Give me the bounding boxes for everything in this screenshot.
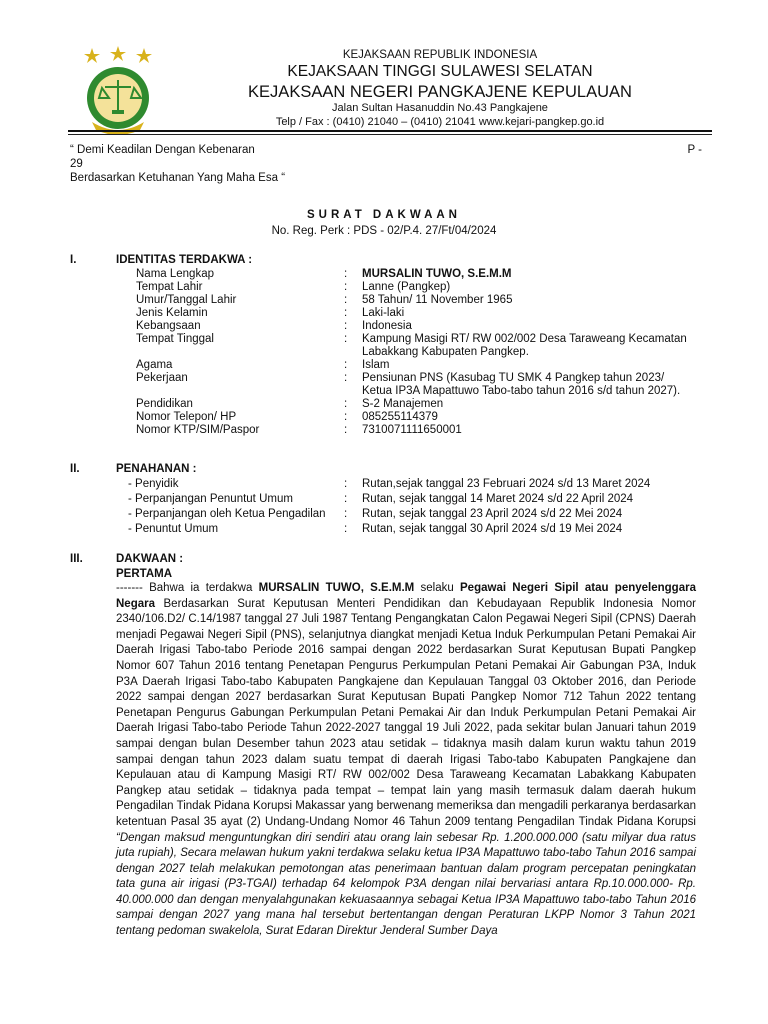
field-separator: : bbox=[344, 493, 348, 505]
field-value: Pensiunan PNS (Kasubag TU SMK 4 Pangkep tahun 2023/ bbox=[362, 372, 665, 384]
field-label: Jenis Kelamin bbox=[136, 307, 208, 319]
field-label: - Perpanjangan Penuntut Umum bbox=[128, 493, 293, 505]
field-separator: : bbox=[344, 307, 348, 319]
defendant-status: Pegawai Negeri Sipil atau penyelenggara Negara bbox=[116, 582, 696, 610]
letterhead-divider-thick bbox=[68, 130, 712, 132]
letterhead-address: Jalan Sultan Hasanuddin No.43 Pangkajene bbox=[332, 102, 548, 115]
letterhead-contact: Telp / Fax : (0410) 21040 – (0410) 21041 www.kejari-pangkep.go.id bbox=[275, 116, 605, 129]
section-title: IDENTITAS TERDAKWA : bbox=[116, 254, 253, 266]
kejaksaan-emblem-icon bbox=[78, 42, 158, 138]
field-label: Umur/Tanggal Lahir bbox=[136, 294, 237, 306]
field-label: Pendidikan bbox=[136, 398, 193, 410]
field-value: 085255114379 bbox=[362, 411, 438, 423]
field-separator: : bbox=[344, 333, 348, 345]
field-value: Rutan, sejak tanggal 14 Maret 2024 s/d 22 April 2024 bbox=[362, 493, 634, 505]
paragraph-body: Berdasarkan Surat Keputusan Menteri Pendidikan dan Kebudayaan Republik Indonesia Nomor 2340/106.D2/ C.14/1987 tanggal 27 Juli 1987 Tentang Pengangkatan Calon Pegawai Negeri Sipil (CPNS) Daerah menjadi Pegawai Negeri Sipil (PNS), selanjutnya diangkat menjadi Ketua Induk Perkumpulan Petani Pemakai Air Daerah Irigasi Tabo-tabo Periode 2016 sampai dengan 2022 berdasarkan Surat Keputusan Bupati Pangkep Nomor 607 Tahun 2016 tentang Penetapan Pengurus Perkumpulan Petani Pemakai Air Gabungan P3A, Induk P3A Daerah Irigasi Tabo-tabo Kabupaten Pangkajene dan Kepulauan Tanggal 03 Oktober 2016, dan Periode 2022 sampai dengan 2027 berdasarkan Surat Keputusan Bupati Pangkep Nomor 712 Tahun 2022 tentang Penetapan Pengurus Gabungan Perkumpulan Petani Pemakai Air dan Induk Perkumpulan Petani Pemakai Air Daerah Irigasi Tabo-tabo Periode Tahun 2022-2027 tanggal 19 Juli 2022, pada sekitar bulan Januari tahun 2019 sampai dengan bulan Desember tahun 2023 atau setidak – tidaknya masih dalam kurun waktu tahun 2019 sampai dengan tahun 2023 dalam suatu tempat di daerah Irigasi Tabo-tabo Kabupaten Pangkajene dan Kepulauan atau di Kampung Masigi RT/ RW 002/002 Desa Taraweang Kecamatan Labakkang Kabupaten Pangkep atau setidak – tidaknya pada tempat – tempat lain yang masih termasuk dalam daerah hukum Pengadilan Tindak Pidana Korupsi Makassar yang berwenang memeriksa dan mengadili perkaranya berdasarkan ketentuan Pasal 35 ayat (2) Undang-Undang Nomor 46 Tahun 2009 tentang Pengadilan Tindak Pidana Korupsi bbox=[116, 597, 696, 828]
field-value: 58 Tahun/ 11 November 1965 bbox=[362, 294, 513, 306]
field-separator: : bbox=[344, 508, 348, 520]
letterhead-divider-thin bbox=[68, 134, 712, 135]
paragraph-italic: “Dengan maksud menguntungkan diri sendiri atau orang lain sebesar Rp. 1.200.000.000 (satu milyar dua ratus juta rupiah), Secara melawan hukum yakni terdakwa selaku ketua IP3A Mapattuwo tabo-tabo Tahun 2016 sampai dengan 2027 telah melakukan pemotongan atas penerimaan bantuan dalam program percepatan peningkatan tata guna air irigasi (P3-TGAI) terhadap 64 kelompok P3A dengan nilai bervariasi antara Rp.10.000.000- Rp. 40.000.000 dan dengan menyalahgunakan kekuasaannya sebagai Ketua IP3A Mapattuwo tabo-tabo Tahun 2016 sampai dengan 2027 yang mana hal tersebut bertentangan dengan Peraturan LKPP Nomor 3 Tahun 2021 tentang pedoman swakelola, Surat Edaran Direktur Jenderal Sumber Daya bbox=[116, 831, 696, 938]
section-number: II. bbox=[70, 463, 80, 475]
document-title: SURAT DAKWAAN bbox=[306, 209, 461, 221]
field-separator: : bbox=[344, 398, 348, 410]
field-separator: : bbox=[344, 411, 348, 423]
field-value: Islam bbox=[362, 359, 390, 371]
field-separator: : bbox=[344, 424, 348, 436]
field-separator: : bbox=[344, 478, 348, 490]
field-value-continued: Labakkang Kabupaten Pangkep. bbox=[362, 345, 529, 358]
field-value: Kampung Masigi RT/ RW 002/002 Desa Taraweang Kecamatan bbox=[362, 333, 687, 345]
field-value: S-2 Manajemen bbox=[362, 398, 444, 410]
field-separator: : bbox=[344, 281, 348, 293]
field-label: - Perpanjangan oleh Ketua Pengadilan bbox=[128, 508, 326, 520]
field-label: Pekerjaan bbox=[136, 372, 188, 384]
field-label: Nama Lengkap bbox=[136, 268, 214, 280]
field-label: - Penyidik bbox=[128, 478, 179, 490]
defendant-name: MURSALIN TUWO, S.E.M.M bbox=[258, 582, 415, 594]
field-value: Laki-laki bbox=[362, 307, 405, 319]
field-separator: : bbox=[344, 372, 348, 384]
motto-block bbox=[70, 143, 710, 185]
motto-line-3: Berdasarkan Ketuhanan Yang Maha Esa “ bbox=[70, 172, 286, 184]
field-label: - Penuntut Umum bbox=[128, 523, 219, 535]
dakwaan-paragraph bbox=[116, 581, 696, 940]
paragraph-mid: selaku bbox=[414, 582, 461, 594]
field-value: MURSALIN TUWO, S.E.M.M bbox=[362, 268, 512, 280]
motto-line-2: 29 bbox=[70, 158, 83, 170]
field-separator: : bbox=[344, 359, 348, 371]
field-value: Lanne (Pangkep) bbox=[362, 281, 451, 293]
field-value: Rutan, sejak tanggal 30 April 2024 s/d 19 Mei 2024 bbox=[362, 523, 623, 535]
field-separator: : bbox=[344, 294, 348, 306]
field-label: Tempat Lahir bbox=[136, 281, 203, 293]
section-number: III. bbox=[70, 553, 83, 565]
field-label: Kebangsaan bbox=[136, 320, 201, 332]
section-number: I. bbox=[70, 254, 77, 266]
letterhead-line-2: KEJAKSAAN TINGGI SULAWESI SELATAN bbox=[287, 63, 593, 81]
registration-number: No. Reg. Perk : PDS - 02/P.4. 27/Ft/04/2024 bbox=[271, 225, 497, 237]
field-label: Tempat Tinggal bbox=[136, 333, 214, 345]
field-separator: : bbox=[344, 320, 348, 332]
letterhead-line-1: KEJAKSAAN REPUBLIK INDONESIA bbox=[342, 49, 538, 61]
paragraph-start: ------- Bahwa ia terdakwa bbox=[116, 582, 259, 594]
dakwaan-subtitle: PERTAMA bbox=[116, 568, 173, 580]
section-title: DAKWAAN : bbox=[116, 553, 184, 565]
field-separator: : bbox=[344, 268, 348, 280]
motto-line-1: “ Demi Keadilan Dengan Kebenaran bbox=[70, 144, 255, 156]
page-code: P - bbox=[687, 144, 702, 156]
letterhead-line-3: KEJAKSAAN NEGERI PANGKAJENE KEPULAUAN bbox=[248, 82, 632, 101]
field-label: Nomor KTP/SIM/Paspor bbox=[136, 424, 260, 436]
section-title: PENAHANAN : bbox=[116, 463, 197, 475]
field-label: Nomor Telepon/ HP bbox=[136, 411, 237, 423]
field-label: Agama bbox=[136, 359, 173, 371]
field-value: 7310071111650001 bbox=[362, 424, 462, 436]
field-value: Rutan,sejak tanggal 23 Februari 2024 s/d 13 Maret 2024 bbox=[362, 478, 651, 490]
field-value: Rutan, sejak tanggal 23 April 2024 s/d 22 Mei 2024 bbox=[362, 508, 623, 520]
field-value: Indonesia bbox=[362, 320, 412, 332]
field-separator: : bbox=[344, 523, 348, 535]
field-value-continued: Ketua IP3A Mapattuwo Tabo-tabo tahun 2016 s/d tahun 2027). bbox=[362, 384, 681, 397]
letterhead bbox=[160, 48, 720, 130]
